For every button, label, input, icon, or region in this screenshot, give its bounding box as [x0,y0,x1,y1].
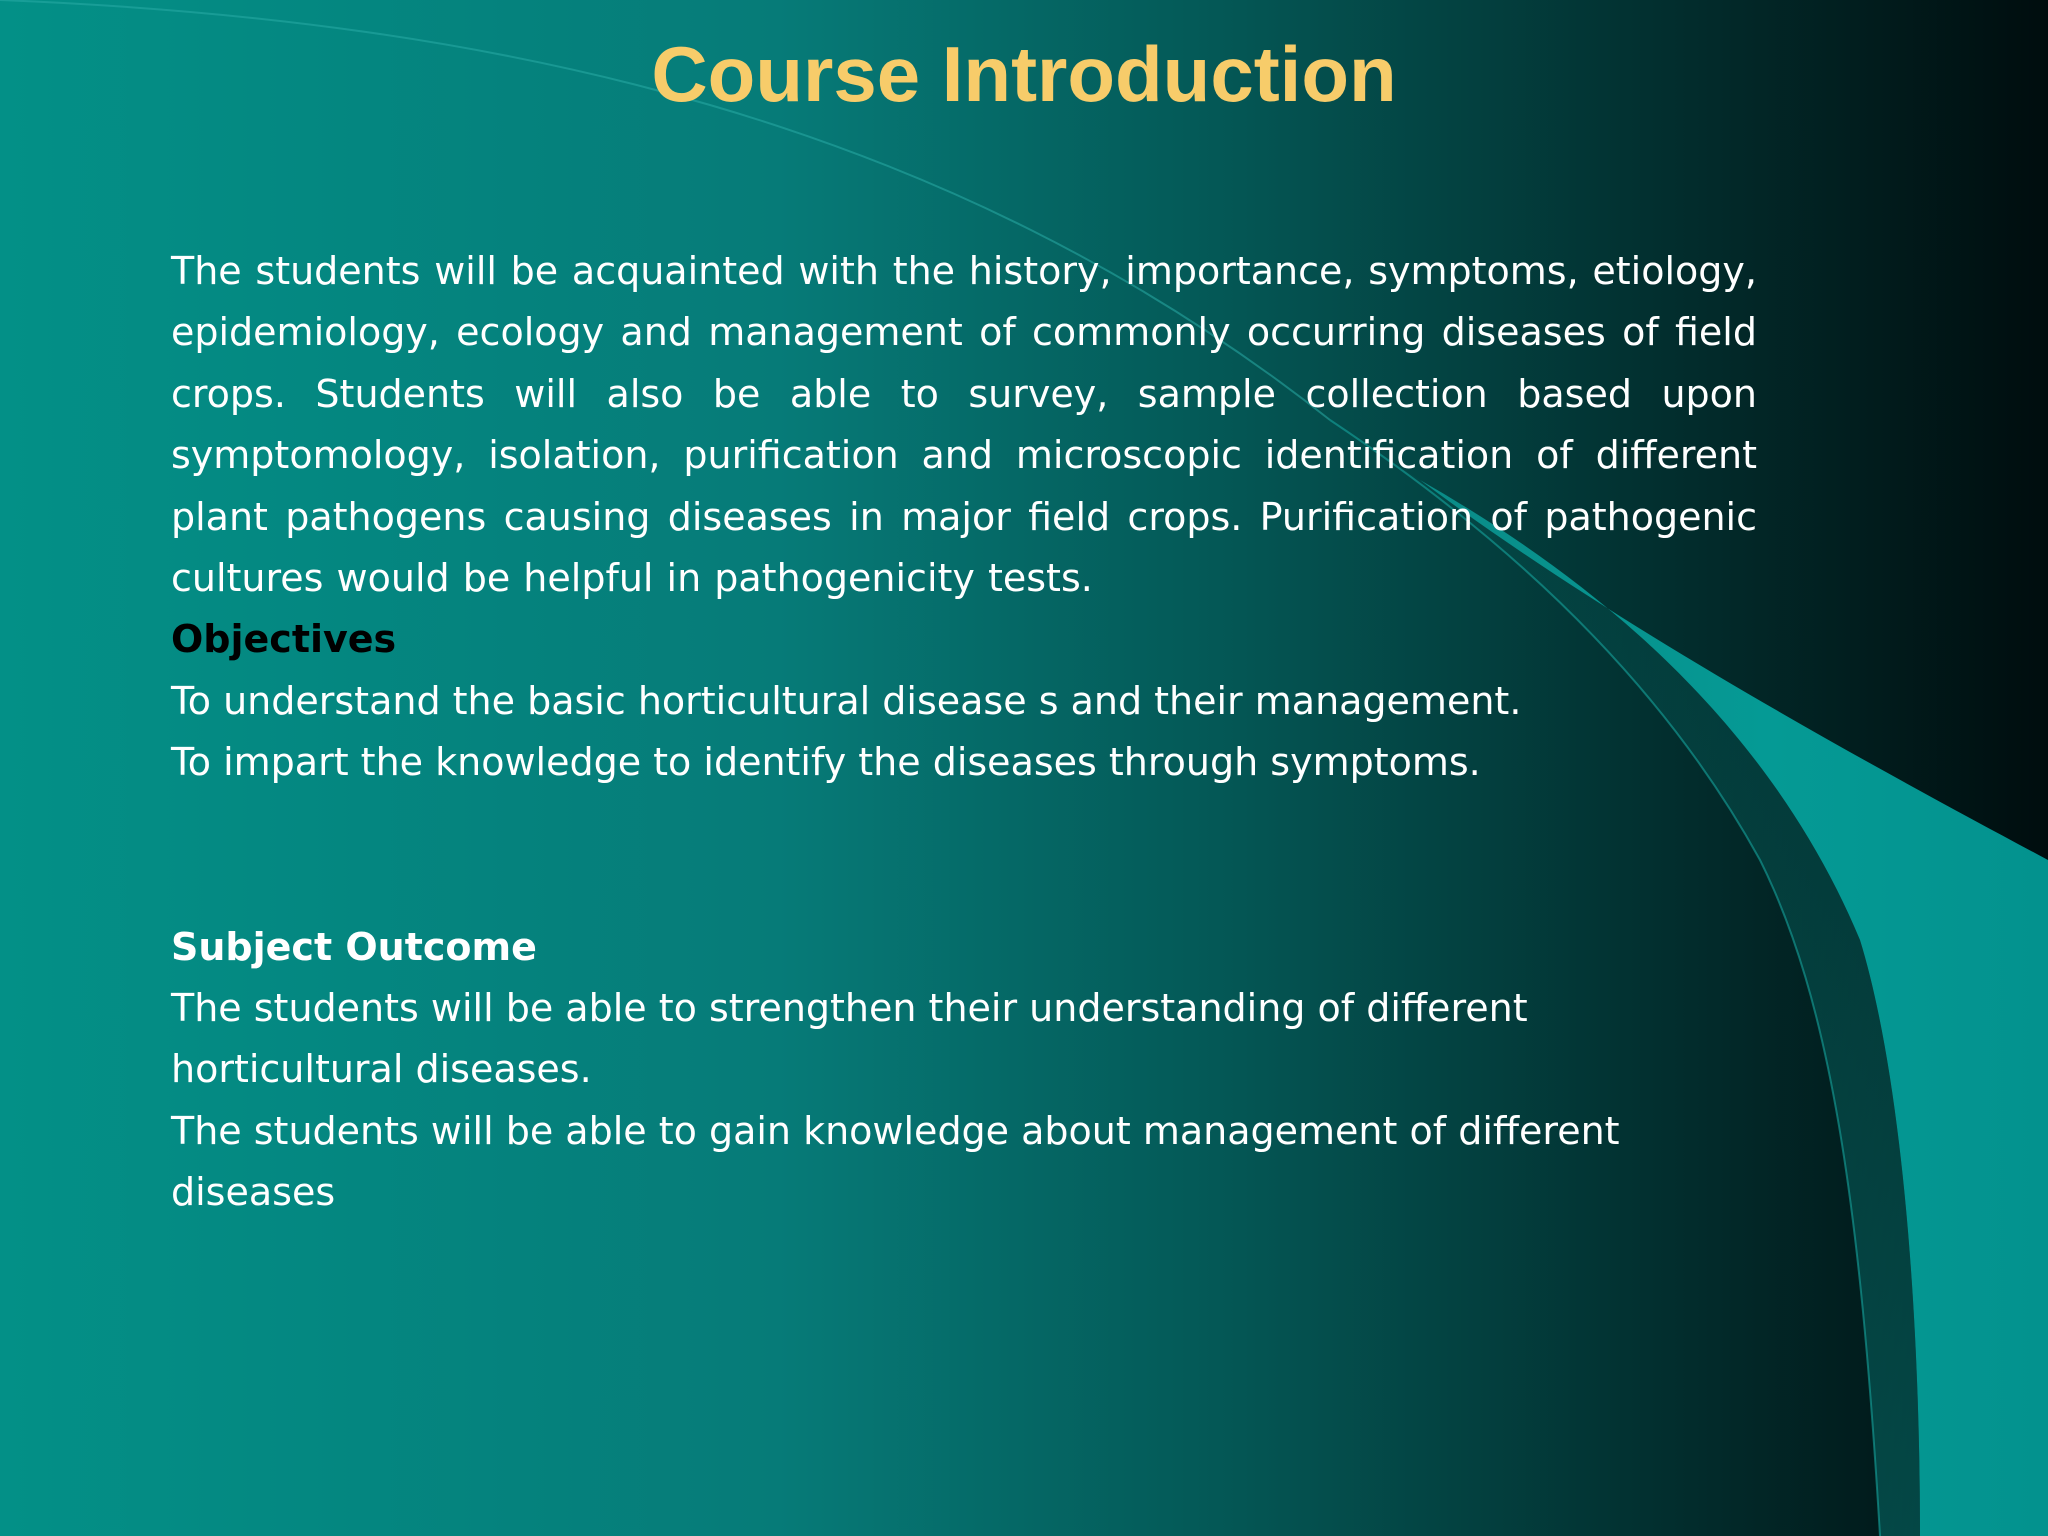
objectives-heading: Objectives [171,617,397,662]
outcome-item: The students will be able to gain knowledge about management of different diseases [171,1108,1620,1215]
outcome-item: The students will be able to strengthen their understanding of different horticultural diseases. [171,986,1528,1092]
slide-title: Course Introduction [651,30,1397,118]
objective-item: To impart the knowledge to identify the diseases through symptoms. [171,740,1481,785]
course-intro-paragraph: The students will be acquainted with the history, importance, symptoms, etiology, epidemiology, ecology and management of commonly occurring diseases of field crops. Students will also be able to survey, sample collection based upon symptomology, isolation, purification and microscopic identification of different plant pathogens causing diseases in major field crops. Purification of pathogenic cultures would be helpful in pathogenicity tests. [171,249,1757,601]
slide-body [171,241,1757,1224]
objective-item: To understand the basic horticultural disease s and their management. [171,678,1522,723]
spacer [171,794,1757,917]
subject-outcome-heading: Subject Outcome [171,924,537,969]
